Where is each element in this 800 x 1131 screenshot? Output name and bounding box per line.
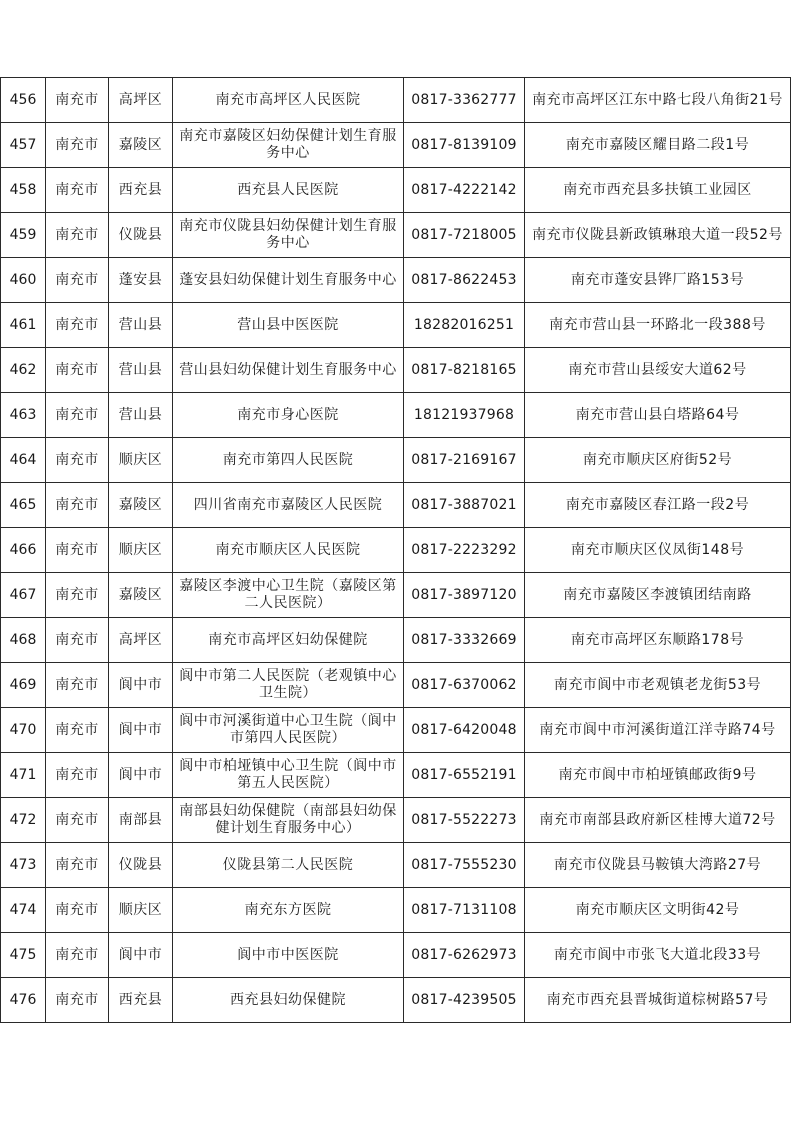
row-number-cell: 473 (1, 843, 46, 888)
address-cell: 南充市仪陇县马鞍镇大湾路27号 (525, 843, 791, 888)
row-number-cell: 469 (1, 663, 46, 708)
county-cell: 阆中市 (109, 753, 173, 798)
phone-cell: 0817-6420048 (404, 708, 525, 753)
row-number-cell: 474 (1, 888, 46, 933)
hospital-name-cell: 南充市高坪区人民医院 (173, 78, 404, 123)
city-cell: 南充市 (46, 483, 109, 528)
table-row (1, 123, 791, 168)
row-number-cell: 456 (1, 78, 46, 123)
hospital-name-cell: 蓬安县妇幼保健计划生育服务中心 (173, 258, 404, 303)
table-row (1, 618, 791, 663)
county-cell: 阆中市 (109, 708, 173, 753)
phone-cell: 0817-3887021 (404, 483, 525, 528)
city-cell: 南充市 (46, 663, 109, 708)
hospital-name-cell: 西充县妇幼保健院 (173, 978, 404, 1023)
phone-cell: 0817-3332669 (404, 618, 525, 663)
county-cell: 西充县 (109, 978, 173, 1023)
table-row (1, 213, 791, 258)
table-row (1, 168, 791, 213)
row-number-cell: 459 (1, 213, 46, 258)
city-cell: 南充市 (46, 303, 109, 348)
table-row (1, 78, 791, 123)
table-row (1, 933, 791, 978)
city-cell: 南充市 (46, 528, 109, 573)
hospital-name-cell: 南充市第四人民医院 (173, 438, 404, 483)
county-cell: 蓬安县 (109, 258, 173, 303)
row-number-cell: 463 (1, 393, 46, 438)
hospital-name-cell: 营山县妇幼保健计划生育服务中心 (173, 348, 404, 393)
city-cell: 南充市 (46, 708, 109, 753)
county-cell: 南部县 (109, 798, 173, 843)
phone-cell: 0817-8622453 (404, 258, 525, 303)
address-cell: 南充市高坪区东顺路178号 (525, 618, 791, 663)
phone-cell: 0817-2169167 (404, 438, 525, 483)
address-cell: 南充市嘉陵区耀目路二段1号 (525, 123, 791, 168)
hospital-name-cell: 南充东方医院 (173, 888, 404, 933)
phone-cell: 0817-7131108 (404, 888, 525, 933)
county-cell: 西充县 (109, 168, 173, 213)
phone-cell: 0817-7555230 (404, 843, 525, 888)
address-cell: 南充市西充县晋城街道棕树路57号 (525, 978, 791, 1023)
address-cell: 南充市仪陇县新政镇琳琅大道一段52号 (525, 213, 791, 258)
phone-cell: 0817-4222142 (404, 168, 525, 213)
city-cell: 南充市 (46, 888, 109, 933)
address-cell: 南充市嘉陵区李渡镇团结南路 (525, 573, 791, 618)
row-number-cell: 467 (1, 573, 46, 618)
city-cell: 南充市 (46, 348, 109, 393)
row-number-cell: 468 (1, 618, 46, 663)
county-cell: 高坪区 (109, 78, 173, 123)
row-number-cell: 475 (1, 933, 46, 978)
row-number-cell: 465 (1, 483, 46, 528)
row-number-cell: 457 (1, 123, 46, 168)
table-row (1, 348, 791, 393)
hospital-name-cell: 南部县妇幼保健院（南部县妇幼保健计划生育服务中心） (173, 798, 404, 843)
phone-cell: 0817-3897120 (404, 573, 525, 618)
row-number-cell: 466 (1, 528, 46, 573)
city-cell: 南充市 (46, 618, 109, 663)
phone-cell: 0817-2223292 (404, 528, 525, 573)
hospital-name-cell: 南充市高坪区妇幼保健院 (173, 618, 404, 663)
hospital-table-body (1, 78, 791, 1023)
table-row (1, 708, 791, 753)
row-number-cell: 476 (1, 978, 46, 1023)
hospital-name-cell: 嘉陵区李渡中心卫生院（嘉陵区第二人民医院） (173, 573, 404, 618)
table-row (1, 393, 791, 438)
row-number-cell: 458 (1, 168, 46, 213)
phone-cell: 0817-8139109 (404, 123, 525, 168)
row-number-cell: 472 (1, 798, 46, 843)
hospital-name-cell: 西充县人民医院 (173, 168, 404, 213)
table-row (1, 483, 791, 528)
row-number-cell: 464 (1, 438, 46, 483)
row-number-cell: 461 (1, 303, 46, 348)
table-row (1, 798, 791, 843)
county-cell: 嘉陵区 (109, 123, 173, 168)
address-cell: 南充市南部县政府新区桂博大道72号 (525, 798, 791, 843)
phone-cell: 0817-6552191 (404, 753, 525, 798)
address-cell: 南充市营山县一环路北一段388号 (525, 303, 791, 348)
city-cell: 南充市 (46, 438, 109, 483)
city-cell: 南充市 (46, 78, 109, 123)
hospital-name-cell: 阆中市中医医院 (173, 933, 404, 978)
hospital-table (0, 77, 791, 1023)
hospital-name-cell: 阆中市柏垭镇中心卫生院（阆中市第五人民医院） (173, 753, 404, 798)
hospital-name-cell: 四川省南充市嘉陵区人民医院 (173, 483, 404, 528)
address-cell: 南充市阆中市河溪街道江洋寺路74号 (525, 708, 791, 753)
county-cell: 阆中市 (109, 933, 173, 978)
address-cell: 南充市西充县多扶镇工业园区 (525, 168, 791, 213)
county-cell: 营山县 (109, 393, 173, 438)
table-row (1, 663, 791, 708)
county-cell: 嘉陵区 (109, 483, 173, 528)
hospital-name-cell: 仪陇县第二人民医院 (173, 843, 404, 888)
address-cell: 南充市蓬安县铧厂路153号 (525, 258, 791, 303)
table-row (1, 438, 791, 483)
table-row (1, 888, 791, 933)
table-row (1, 258, 791, 303)
county-cell: 顺庆区 (109, 888, 173, 933)
phone-cell: 0817-5522273 (404, 798, 525, 843)
phone-cell: 18282016251 (404, 303, 525, 348)
address-cell: 南充市营山县白塔路64号 (525, 393, 791, 438)
table-row (1, 843, 791, 888)
row-number-cell: 460 (1, 258, 46, 303)
table-row (1, 303, 791, 348)
phone-cell: 0817-7218005 (404, 213, 525, 258)
county-cell: 仪陇县 (109, 843, 173, 888)
row-number-cell: 471 (1, 753, 46, 798)
hospital-name-cell: 南充市身心医院 (173, 393, 404, 438)
county-cell: 高坪区 (109, 618, 173, 663)
city-cell: 南充市 (46, 168, 109, 213)
city-cell: 南充市 (46, 393, 109, 438)
city-cell: 南充市 (46, 258, 109, 303)
hospital-name-cell: 营山县中医医院 (173, 303, 404, 348)
city-cell: 南充市 (46, 798, 109, 843)
hospital-name-cell: 南充市嘉陵区妇幼保健计划生育服务中心 (173, 123, 404, 168)
county-cell: 仪陇县 (109, 213, 173, 258)
phone-cell: 18121937968 (404, 393, 525, 438)
phone-cell: 0817-6262973 (404, 933, 525, 978)
city-cell: 南充市 (46, 933, 109, 978)
address-cell: 南充市嘉陵区春江路一段2号 (525, 483, 791, 528)
row-number-cell: 470 (1, 708, 46, 753)
county-cell: 阆中市 (109, 663, 173, 708)
table-row (1, 753, 791, 798)
address-cell: 南充市阆中市柏垭镇邮政街9号 (525, 753, 791, 798)
hospital-name-cell: 南充市顺庆区人民医院 (173, 528, 404, 573)
hospital-name-cell: 南充市仪陇县妇幼保健计划生育服务中心 (173, 213, 404, 258)
phone-cell: 0817-3362777 (404, 78, 525, 123)
city-cell: 南充市 (46, 573, 109, 618)
city-cell: 南充市 (46, 753, 109, 798)
table-row (1, 573, 791, 618)
address-cell: 南充市顺庆区文明街42号 (525, 888, 791, 933)
city-cell: 南充市 (46, 843, 109, 888)
address-cell: 南充市阆中市老观镇老龙街53号 (525, 663, 791, 708)
phone-cell: 0817-4239505 (404, 978, 525, 1023)
address-cell: 南充市阆中市张飞大道北段33号 (525, 933, 791, 978)
city-cell: 南充市 (46, 213, 109, 258)
hospital-name-cell: 阆中市河溪街道中心卫生院（阆中市第四人民医院） (173, 708, 404, 753)
phone-cell: 0817-8218165 (404, 348, 525, 393)
city-cell: 南充市 (46, 123, 109, 168)
county-cell: 顺庆区 (109, 438, 173, 483)
phone-cell: 0817-6370062 (404, 663, 525, 708)
address-cell: 南充市顺庆区府街52号 (525, 438, 791, 483)
county-cell: 营山县 (109, 303, 173, 348)
county-cell: 顺庆区 (109, 528, 173, 573)
table-row (1, 528, 791, 573)
city-cell: 南充市 (46, 978, 109, 1023)
county-cell: 嘉陵区 (109, 573, 173, 618)
hospital-name-cell: 阆中市第二人民医院（老观镇中心卫生院） (173, 663, 404, 708)
table-row (1, 978, 791, 1023)
county-cell: 营山县 (109, 348, 173, 393)
address-cell: 南充市顺庆区仪凤街148号 (525, 528, 791, 573)
address-cell: 南充市高坪区江东中路七段八角街21号 (525, 78, 791, 123)
address-cell: 南充市营山县绥安大道62号 (525, 348, 791, 393)
row-number-cell: 462 (1, 348, 46, 393)
